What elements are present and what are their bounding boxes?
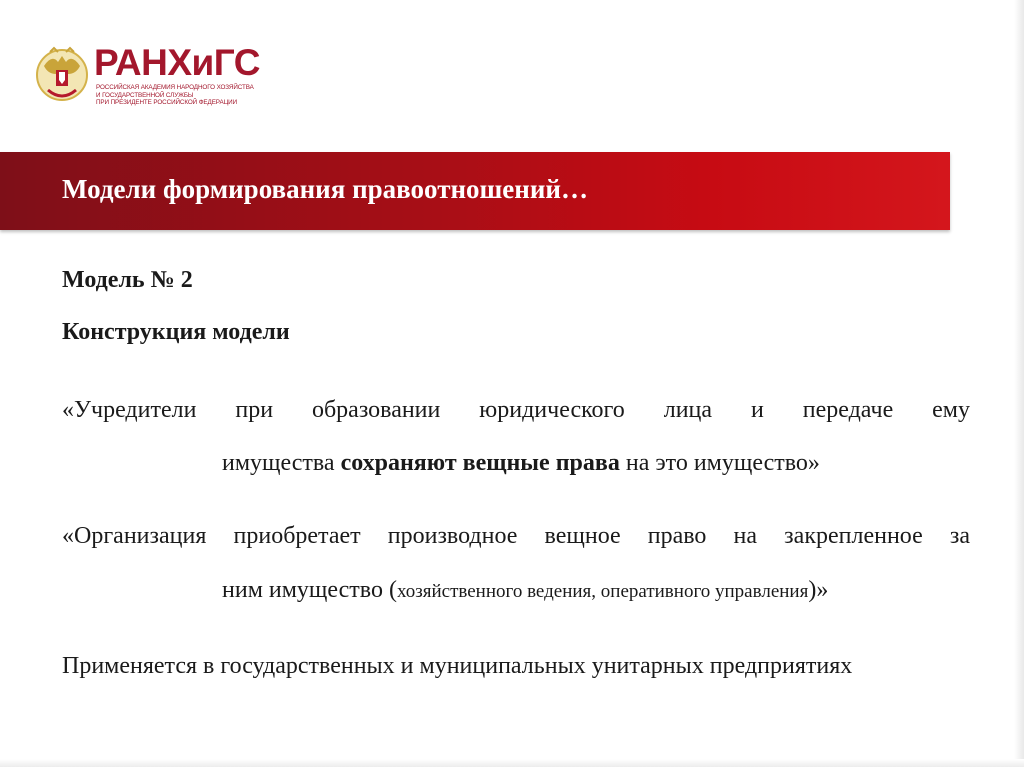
page-edge-shadow-bottom	[0, 759, 1024, 767]
logo-subtitle-line: ПРИ ПРЕЗИДЕНТЕ РОССИЙСКОЙ ФЕДЕРАЦИИ	[96, 99, 237, 107]
quote2-line2	[222, 576, 828, 606]
logo-wordmark: РАНХиГС	[94, 42, 260, 83]
ranepa-logo	[34, 42, 260, 112]
slide-title-bar	[0, 152, 950, 230]
double-headed-eagle-emblem-icon	[34, 44, 90, 108]
quote1-emphasis: сохраняют вещные права	[340, 450, 620, 476]
model-number-heading: Модель № 2	[62, 267, 193, 293]
logo-subtitle-line: И ГОСУДАРСТВЕННОЙ СЛУЖБЫ	[96, 91, 194, 99]
quote1-text-after: на это имущество»	[619, 450, 820, 476]
page-edge-shadow-right	[1014, 0, 1024, 767]
slide-title: Модели формирования правоотношений…	[62, 174, 588, 204]
quote2-open-paren: (	[382, 577, 397, 603]
quote1-line1: «Учредители при образовании юридического лица и передаче ему	[62, 397, 970, 423]
quote1-line2	[222, 449, 820, 477]
quote2-parenthetical: хозяйственного ведения, оперативного управления	[396, 581, 809, 602]
quote2-line1: «Организация приобретает производное вещное право на закрепленное за	[62, 523, 970, 549]
logo-subtitle	[96, 84, 254, 107]
model-construction-heading: Конструкция модели	[62, 319, 290, 345]
quote2-close-paren: )»	[808, 577, 829, 603]
application-statement: Применяется в государственных и муниципальных унитарных предприятиях	[62, 653, 853, 679]
quote1-text-before: имущества	[222, 450, 341, 476]
quote2-main-text: ним имущество	[222, 577, 383, 603]
logo-subtitle-line: РОССИЙСКАЯ АКАДЕМИЯ НАРОДНОГО ХОЗЯЙСТВА	[96, 84, 254, 91]
